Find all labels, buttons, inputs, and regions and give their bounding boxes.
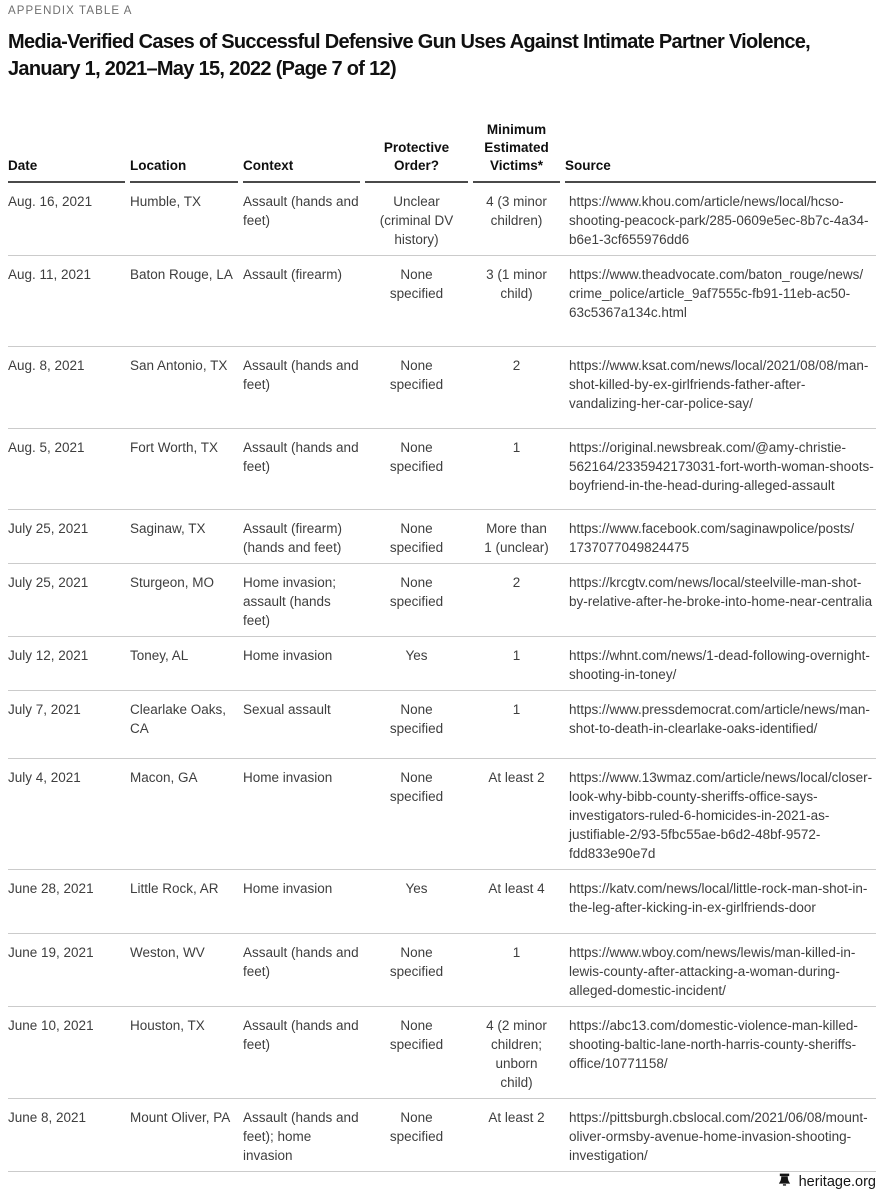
protective-order-cell: None specified [389,267,444,301]
min-victims-cell: 2 [512,575,521,590]
location-cell: Macon, GA [130,770,198,785]
context-cell: Assault (hands and feet) [243,194,359,228]
table-row [8,564,876,637]
protective-order-cell: Yes [405,648,428,663]
min-victims-cell: 3 (1 minor child) [486,267,547,301]
table-header [8,121,876,183]
min-victims-cell: More than 1 (unclear) [484,521,549,555]
source-url: https:/​/​www.​ksat.​com/​news/​local/​2021/​08/​08/​man-​shot-​killed-​by-​ex-​girlfriends-​father-​after-​vandalizing-​her-​car-​police-​say/​ [569,358,869,411]
source-url: https:/​/​www.​pressdemocrat.​com/​article/​news/​man-​shot-​to-​death-​in-​clearlake-​oaks-​identified/​ [569,702,870,736]
context-cell: Assault (hands and feet); home invasion [243,1110,359,1163]
context-cell: Assault (hands and feet) [243,1018,359,1052]
brand-text: heritage.org [798,1174,876,1190]
source-url: https:/​/​www.​theadvocate.​com/​baton_​rouge/​news/​crime_​police/​article_​9af7555c-​fb91-​11eb-​ac50-​63c5367a134c.​html [569,267,864,320]
date-cell: Aug. 8, 2021 [8,358,85,373]
min-victims-cell: 4 (2 minor children; unborn child) [486,1018,547,1090]
min-victims-cell: 1 [512,440,521,455]
location-cell: Mount Oliver, PA [130,1110,231,1125]
context-cell: Assault (firearm) (hands and feet) [243,521,343,555]
min-victims-cell: 1 [512,702,521,717]
location-cell: Baton Rouge, LA [130,267,233,282]
table-row [8,870,876,934]
page-title: Media-Verified Cases of Successful Defensive Gun Uses Against Intimate Partner Violence, January 1, 2021–May 15, 2022 (Page 7 of 12) [8,31,811,80]
table-row [8,183,876,256]
min-victims-cell: At least 2 [488,770,545,785]
date-cell: Aug. 16, 2021 [8,194,93,209]
protective-order-cell: None specified [389,770,444,804]
date-cell: June 8, 2021 [8,1110,87,1125]
source-url: https:/​/​www.​wboy.​com/​news/​lewis/​man-​killed-​in-​lewis-​county-​after-​attacking-​a-​woman-​during-​alleged-​domestic-​incident/​ [569,945,856,998]
context-cell: Home invasion [243,881,333,896]
protective-order-cell: None specified [389,702,444,736]
table-row [8,637,876,691]
column-header-date: Date [8,157,125,183]
date-cell: July 25, 2021 [8,521,89,536]
column-header-location: Location [130,157,238,183]
protective-order-cell: None specified [389,945,444,979]
date-cell: Aug. 11, 2021 [8,267,92,282]
protective-order-cell: Yes [405,881,428,896]
column-header-protective-order: Protective Order? [365,139,468,183]
table-row [8,347,876,429]
date-cell: July 25, 2021 [8,575,89,590]
table-row [8,256,876,347]
page-footer [8,1172,876,1198]
column-header-min-victims: Minimum Estimated Victims* [473,121,560,183]
table-body [8,183,876,1172]
min-victims-cell: 1 [512,648,521,663]
location-cell: Sturgeon, MO [130,575,215,590]
location-cell: Fort Worth, TX [130,440,219,455]
context-cell: Assault (hands and feet) [243,358,359,392]
location-cell: Saginaw, TX [130,521,206,536]
appendix-label: APPENDIX TABLE A [8,5,133,17]
date-cell: June 10, 2021 [8,1018,94,1033]
context-cell: Assault (firearm) [243,267,343,282]
min-victims-cell: At least 2 [488,1110,545,1125]
min-victims-cell: At least 4 [488,881,545,896]
date-cell: July 12, 2021 [8,648,89,663]
liberty-bell-icon [777,1172,792,1192]
context-cell: Home invasion [243,648,333,663]
location-cell: Toney, AL [130,648,189,663]
min-victims-cell: 1 [512,945,521,960]
location-cell: Humble, TX [130,194,202,209]
location-cell: Weston, WV [130,945,205,960]
min-victims-cell: 2 [512,358,521,373]
source-url: https:/​/​www.​khou.​com/​article/​news/​local/​hcso-​shooting-​peacock-​park/​285-​0609e5ec-​8b7c-​4a34-​b6e1-​3cf655976dd6 [569,194,869,247]
protective-order-cell: None specified [389,521,444,555]
date-cell: June 19, 2021 [8,945,94,960]
date-cell: July 7, 2021 [8,702,81,717]
protective-order-cell: None specified [389,1110,444,1144]
context-cell: Home invasion; assault (hands feet) [243,575,337,628]
table-row [8,759,876,870]
location-cell: Little Rock, AR [130,881,219,896]
date-cell: Aug. 5, 2021 [8,440,85,455]
location-cell: Houston, TX [130,1018,205,1033]
source-url: https:/​/​original.​newsbreak.​com/​@​amy-​christie-​562164/​2335942173031-​fort-​worth-​woman-​shoots-​boyfriend-​in-​the-​head-​during-​alleged-​assault [569,440,874,493]
source-url: https:/​/​whnt.​com/​news/​1-​dead-​following-​overnight-​shooting-​in-​toney/​ [569,648,870,682]
location-cell: Clearlake Oaks, CA [130,702,227,736]
source-url: https:/​/​abc13.​com/​domestic-​violence-​man-​killed-​shooting-​baltic-​lane-​north-​harris-​county-​sheriffs-​office/​10771158/​ [569,1018,858,1071]
column-header-context: Context [243,157,360,183]
protective-order-cell: None specified [389,440,444,474]
date-cell: July 4, 2021 [8,770,81,785]
table-row [8,1099,876,1172]
context-cell: Assault (hands and feet) [243,945,359,979]
context-cell: Home invasion [243,770,333,785]
table-row [8,1007,876,1099]
table-row [8,510,876,564]
source-url: https:/​/​katv.​com/​news/​local/​little-​rock-​man-​shot-​in-​the-​leg-​after-​kicking-​in-​ex-​girlfriends-​door [569,881,868,915]
min-victims-cell: 4 (3 minor children) [486,194,547,228]
table-row [8,934,876,1007]
context-cell: Sexual assault [243,702,331,717]
column-header-source: Source [565,157,876,183]
protective-order-cell: None specified [389,1018,444,1052]
source-url: https:/​/​krcgtv.​com/​news/​local/​steelville-​man-​shot-​by-​relative-​after-​he-​broke-​into-​home-​near-​centralia [569,575,873,609]
source-url: https:/​/​pittsburgh.​cbslocal.​com/​2021/​06/​08/​mount-​oliver-​ormsby-​avenue-​home-​invasion-​shooting-​investigation/​ [569,1110,868,1163]
source-url: https:/​/​www.​13wmaz.​com/​article/​news/​local/​closer-​look-​why-​bibb-​county-​sheriffs-​office-​says-​investigators-​ruled-​6-​homicides-​in-​2021-​as-​justifiable-​2/​93-​5fbc55ae-​b6d2-​48bf-​9572-​fdd833e90e7d [569,770,873,861]
protective-order-cell: None specified [389,358,444,392]
protective-order-cell: Unclear (criminal DV history) [379,194,454,247]
date-cell: June 28, 2021 [8,881,94,896]
source-url: https:/​/​www.​facebook.​com/​saginawpolice/​posts/​1737077049824475 [569,521,855,555]
protective-order-cell: None specified [389,575,444,609]
location-cell: San Antonio, TX [130,358,228,373]
context-cell: Assault (hands and feet) [243,440,359,474]
table-row [8,691,876,759]
table-row [8,429,876,510]
